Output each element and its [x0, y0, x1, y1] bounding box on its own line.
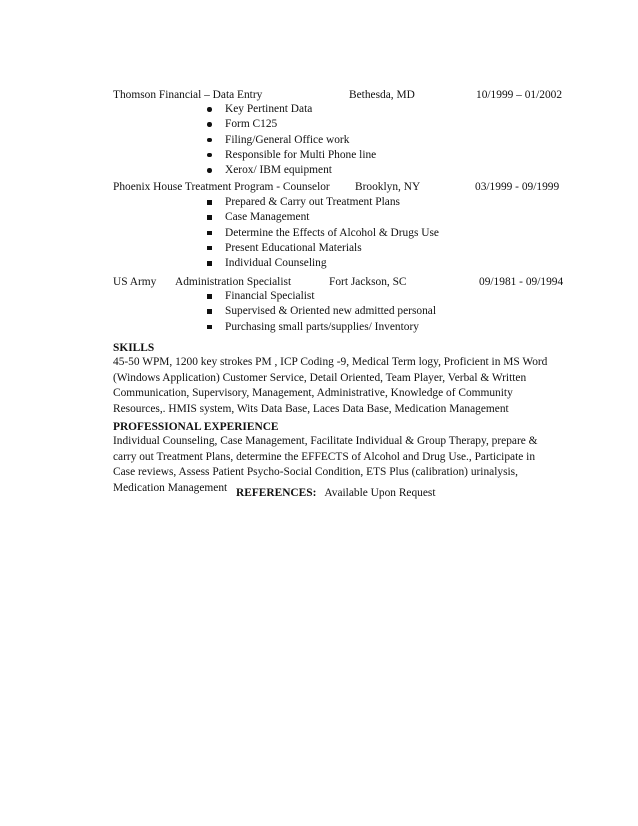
job-employer: Thomson Financial – Data Entry [113, 89, 263, 101]
list-item: Filing/General Office work [225, 133, 350, 146]
job-bullets-thomson [205, 102, 376, 178]
job-bullets-phoenix [205, 195, 439, 271]
job-employer: US Army [113, 276, 157, 288]
job-bullets-army [205, 289, 436, 335]
references-line [236, 487, 436, 499]
references-label: REFERENCES: [236, 487, 317, 499]
skills-text: 45-50 WPM, 1200 key strokes PM , ICP Coding -9, Medical Term logy, Proficient in MS Word (Windows Application) Customer Service, Detail Oriented, Team Player, Verbal & Written Communication, Supervisory, Management, Administrative, Knowledge of Community Resources,. HMIS system, Wits Data Base, Laces Data Base, Medication Management [113, 356, 548, 415]
job-dates: 03/1999 - 09/1999 [475, 181, 560, 193]
job-location: Brooklyn, NY [355, 181, 421, 193]
list-item: Responsible for Multi Phone line [225, 148, 377, 161]
list-item: Financial Specialist [225, 290, 315, 302]
job-employer: Phoenix House Treatment Program - Counselor [113, 181, 330, 193]
job-dates: 09/1981 - 09/1994 [479, 276, 564, 288]
list-item: Determine the Effects of Alcohol & Drugs Use [225, 226, 439, 239]
job-location: Fort Jackson, SC [329, 276, 407, 288]
job-dates: 10/1999 – 01/2002 [476, 89, 563, 101]
list-item: Purchasing small parts/supplies/ Inventory [225, 320, 419, 333]
list-item: Supervised & Oriented new admitted personal [225, 305, 436, 318]
job-location: Bethesda, MD [349, 89, 415, 101]
list-item: Prepared & Carry out Treatment Plans [225, 196, 400, 208]
experience-text: Individual Counseling, Case Management, Facilitate Individual & Group Therapy, prepare & carry out Treatment Plans, determine the EFFECTS of Alcohol and Drug Use., Participate in Case reviews, Assess Patient Psycho-Social Condition, ETS Plus (calibration) urinalysis, Medication Management [113, 435, 538, 494]
list-item: Form C125 [225, 118, 278, 131]
experience-heading: PROFESSIONAL EXPERIENCE [113, 421, 279, 433]
job-header-thomson [113, 89, 573, 103]
list-item: Xerox/ IBM equipment [225, 164, 332, 177]
job-header-army [113, 276, 573, 290]
list-item: Present Educational Materials [225, 241, 362, 254]
list-item: Case Management [225, 211, 310, 224]
job-header-phoenix [113, 181, 573, 195]
skills-heading: SKILLS [113, 342, 155, 354]
job-title: Administration Specialist [175, 276, 292, 288]
list-item: Key Pertinent Data [225, 103, 313, 115]
list-item: Individual Counseling [225, 257, 327, 270]
references-value: Available Upon Request [324, 487, 436, 499]
